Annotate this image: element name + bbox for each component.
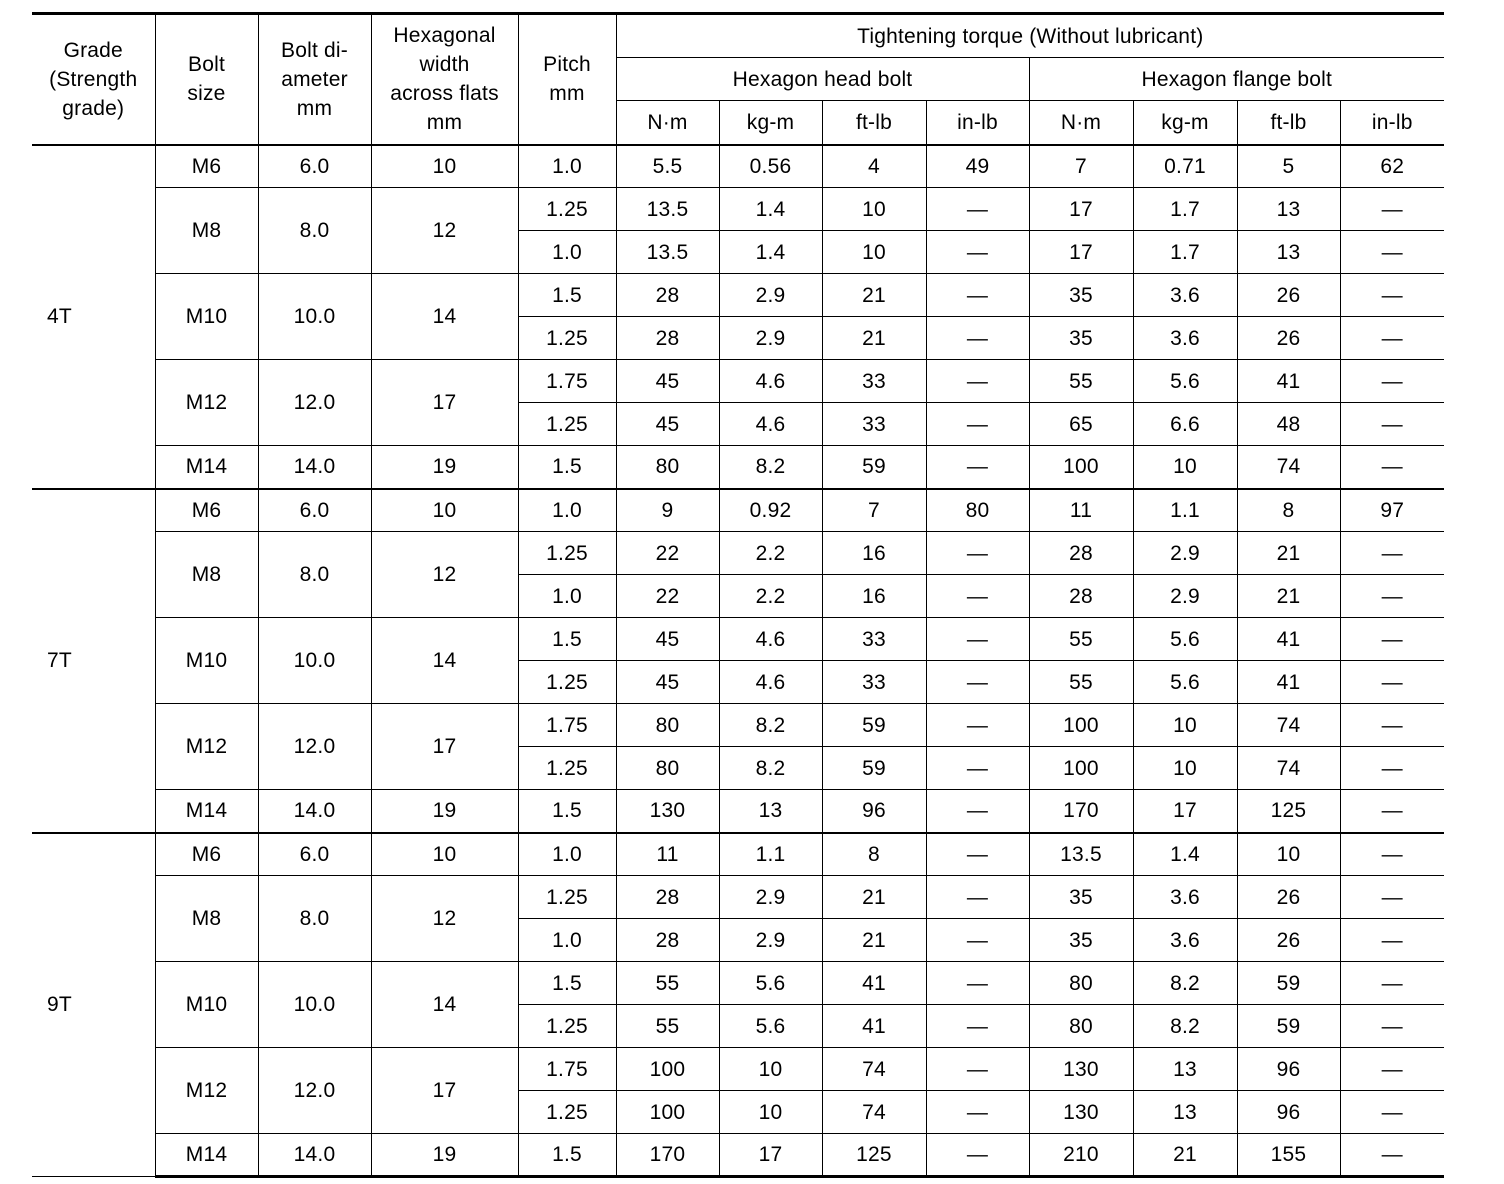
head-nm-cell: 9 xyxy=(616,489,719,532)
pitch-cell: 1.5 xyxy=(518,790,616,833)
head-inlb-cell: 80 xyxy=(926,489,1029,532)
head-kgm-cell: 1.4 xyxy=(719,231,822,274)
flange-nm-cell: 28 xyxy=(1029,575,1133,618)
head-kgm-cell: 4.6 xyxy=(719,360,822,403)
head-nm-cell: 80 xyxy=(616,704,719,747)
head-kgm-cell: 8.2 xyxy=(719,446,822,489)
table-row xyxy=(32,1134,1444,1177)
flange-inlb-cell: — xyxy=(1340,231,1444,274)
hex-width-cell: 17 xyxy=(371,1048,518,1134)
head-nm-cell: 130 xyxy=(616,790,719,833)
head-kgm-cell: 0.92 xyxy=(719,489,822,532)
head-nm-cell: 28 xyxy=(616,876,719,919)
head-nm-cell: 28 xyxy=(616,274,719,317)
head-inlb-cell: — xyxy=(926,231,1029,274)
grade-cell: 9T xyxy=(32,833,155,1177)
bolt-size-cell: M10 xyxy=(155,618,258,704)
head-kgm-cell: 4.6 xyxy=(719,618,822,661)
head-inlb-cell: — xyxy=(926,704,1029,747)
pitch-cell: 1.25 xyxy=(518,317,616,360)
head-kgm-cell: 10 xyxy=(719,1048,822,1091)
head-inlb-cell: — xyxy=(926,790,1029,833)
bolt-diameter-cell: 14.0 xyxy=(258,790,371,833)
flange-ftlb-cell: 155 xyxy=(1237,1134,1340,1177)
pitch-cell: 1.0 xyxy=(518,145,616,188)
torque-table xyxy=(32,12,1444,1178)
head-nm-cell: 80 xyxy=(616,747,719,790)
bolt-diameter-cell: 10.0 xyxy=(258,618,371,704)
table-row xyxy=(32,188,1444,231)
head-nm-cell: 170 xyxy=(616,1134,719,1177)
flange-inlb-cell: — xyxy=(1340,1134,1444,1177)
pitch-cell: 1.0 xyxy=(518,231,616,274)
hex-width-cell: 17 xyxy=(371,360,518,446)
head-nm-cell: 28 xyxy=(616,317,719,360)
bolt-diameter-cell: 8.0 xyxy=(258,188,371,274)
head-nm-cell: 5.5 xyxy=(616,145,719,188)
flange-nm-cell: 130 xyxy=(1029,1091,1133,1134)
header-tightening-torque: Tightening torque (Without lubricant) xyxy=(616,14,1444,58)
pitch-cell: 1.75 xyxy=(518,704,616,747)
head-ftlb-cell: 21 xyxy=(822,919,926,962)
head-kgm-cell: 2.9 xyxy=(719,317,822,360)
header-bolt-diameter: Bolt di- ameter mm xyxy=(258,14,371,145)
head-ftlb-cell: 59 xyxy=(822,747,926,790)
flange-kgm-cell: 10 xyxy=(1133,747,1237,790)
flange-ftlb-cell: 41 xyxy=(1237,360,1340,403)
head-nm-cell: 100 xyxy=(616,1091,719,1134)
pitch-cell: 1.25 xyxy=(518,661,616,704)
bolt-size-cell: M14 xyxy=(155,1134,258,1177)
hex-width-cell: 10 xyxy=(371,833,518,876)
table-row xyxy=(32,489,1444,532)
bolt-size-cell: M12 xyxy=(155,704,258,790)
head-inlb-cell: — xyxy=(926,188,1029,231)
flange-nm-cell: 210 xyxy=(1029,1134,1133,1177)
flange-nm-cell: 55 xyxy=(1029,360,1133,403)
flange-ftlb-cell: 74 xyxy=(1237,704,1340,747)
head-inlb-cell: — xyxy=(926,876,1029,919)
head-inlb-cell: — xyxy=(926,403,1029,446)
flange-inlb-cell: — xyxy=(1340,1005,1444,1048)
head-ftlb-cell: 4 xyxy=(822,145,926,188)
head-ftlb-cell: 7 xyxy=(822,489,926,532)
pitch-cell: 1.25 xyxy=(518,876,616,919)
table-row xyxy=(32,704,1444,747)
bolt-size-cell: M12 xyxy=(155,1048,258,1134)
head-kgm-cell: 4.6 xyxy=(719,403,822,446)
flange-inlb-cell: — xyxy=(1340,618,1444,661)
table-row xyxy=(32,145,1444,188)
flange-ftlb-cell: 26 xyxy=(1237,274,1340,317)
head-nm-cell: 22 xyxy=(616,575,719,618)
head-nm-cell: 28 xyxy=(616,919,719,962)
hex-width-cell: 17 xyxy=(371,704,518,790)
head-ftlb-cell: 125 xyxy=(822,1134,926,1177)
hex-width-cell: 14 xyxy=(371,274,518,360)
head-inlb-cell: 49 xyxy=(926,145,1029,188)
flange-ftlb-cell: 26 xyxy=(1237,919,1340,962)
pitch-cell: 1.0 xyxy=(518,919,616,962)
flange-inlb-cell: — xyxy=(1340,704,1444,747)
head-ftlb-cell: 10 xyxy=(822,231,926,274)
head-kgm-cell: 5.6 xyxy=(719,962,822,1005)
flange-inlb-cell: — xyxy=(1340,575,1444,618)
flange-inlb-cell: — xyxy=(1340,747,1444,790)
head-ftlb-cell: 41 xyxy=(822,962,926,1005)
flange-kgm-cell: 3.6 xyxy=(1133,919,1237,962)
flange-kgm-cell: 5.6 xyxy=(1133,661,1237,704)
flange-ftlb-cell: 13 xyxy=(1237,231,1340,274)
unit-nm: N·m xyxy=(1029,101,1133,145)
head-ftlb-cell: 16 xyxy=(822,532,926,575)
flange-kgm-cell: 3.6 xyxy=(1133,274,1237,317)
head-kgm-cell: 1.1 xyxy=(719,833,822,876)
flange-ftlb-cell: 21 xyxy=(1237,532,1340,575)
flange-nm-cell: 170 xyxy=(1029,790,1133,833)
hex-width-cell: 10 xyxy=(371,145,518,188)
flange-inlb-cell: — xyxy=(1340,188,1444,231)
head-kgm-cell: 4.6 xyxy=(719,661,822,704)
flange-nm-cell: 28 xyxy=(1029,532,1133,575)
head-nm-cell: 13.5 xyxy=(616,231,719,274)
head-kgm-cell: 13 xyxy=(719,790,822,833)
bolt-size-cell: M6 xyxy=(155,145,258,188)
head-ftlb-cell: 21 xyxy=(822,876,926,919)
flange-ftlb-cell: 74 xyxy=(1237,446,1340,489)
table-body xyxy=(32,145,1444,1177)
table-row xyxy=(32,274,1444,317)
flange-kgm-cell: 8.2 xyxy=(1133,962,1237,1005)
flange-nm-cell: 35 xyxy=(1029,274,1133,317)
head-nm-cell: 45 xyxy=(616,661,719,704)
head-inlb-cell: — xyxy=(926,618,1029,661)
head-ftlb-cell: 59 xyxy=(822,704,926,747)
pitch-cell: 1.75 xyxy=(518,360,616,403)
head-ftlb-cell: 16 xyxy=(822,575,926,618)
pitch-cell: 1.25 xyxy=(518,188,616,231)
flange-nm-cell: 35 xyxy=(1029,919,1133,962)
head-inlb-cell: — xyxy=(926,661,1029,704)
header-hex-flange-bolt: Hexagon flange bolt xyxy=(1029,58,1444,101)
bolt-diameter-cell: 6.0 xyxy=(258,145,371,188)
head-ftlb-cell: 33 xyxy=(822,618,926,661)
flange-kgm-cell: 1.1 xyxy=(1133,489,1237,532)
head-kgm-cell: 2.2 xyxy=(719,575,822,618)
flange-kgm-cell: 5.6 xyxy=(1133,618,1237,661)
flange-nm-cell: 17 xyxy=(1029,188,1133,231)
flange-kgm-cell: 5.6 xyxy=(1133,360,1237,403)
flange-kgm-cell: 3.6 xyxy=(1133,876,1237,919)
head-inlb-cell: — xyxy=(926,317,1029,360)
head-ftlb-cell: 8 xyxy=(822,833,926,876)
flange-inlb-cell: — xyxy=(1340,1048,1444,1091)
flange-nm-cell: 100 xyxy=(1029,704,1133,747)
pitch-cell: 1.25 xyxy=(518,1005,616,1048)
header-pitch: Pitch mm xyxy=(518,14,616,145)
head-ftlb-cell: 41 xyxy=(822,1005,926,1048)
flange-kgm-cell: 10 xyxy=(1133,704,1237,747)
flange-kgm-cell: 8.2 xyxy=(1133,1005,1237,1048)
flange-inlb-cell: — xyxy=(1340,1091,1444,1134)
table-row xyxy=(32,790,1444,833)
flange-ftlb-cell: 26 xyxy=(1237,876,1340,919)
bolt-size-cell: M6 xyxy=(155,489,258,532)
bolt-diameter-cell: 8.0 xyxy=(258,532,371,618)
pitch-cell: 1.75 xyxy=(518,1048,616,1091)
flange-kgm-cell: 13 xyxy=(1133,1048,1237,1091)
flange-inlb-cell: — xyxy=(1340,360,1444,403)
head-nm-cell: 80 xyxy=(616,446,719,489)
head-kgm-cell: 8.2 xyxy=(719,747,822,790)
flange-kgm-cell: 13 xyxy=(1133,1091,1237,1134)
flange-nm-cell: 80 xyxy=(1029,962,1133,1005)
bolt-diameter-cell: 8.0 xyxy=(258,876,371,962)
bolt-diameter-cell: 12.0 xyxy=(258,360,371,446)
flange-ftlb-cell: 48 xyxy=(1237,403,1340,446)
flange-inlb-cell: — xyxy=(1340,919,1444,962)
flange-kgm-cell: 17 xyxy=(1133,790,1237,833)
unit-ftlb: ft-lb xyxy=(822,101,926,145)
head-kgm-cell: 10 xyxy=(719,1091,822,1134)
unit-inlb: in-lb xyxy=(1340,101,1444,145)
head-ftlb-cell: 96 xyxy=(822,790,926,833)
bolt-size-cell: M10 xyxy=(155,274,258,360)
bolt-diameter-cell: 6.0 xyxy=(258,489,371,532)
head-nm-cell: 22 xyxy=(616,532,719,575)
table-header xyxy=(32,14,1444,145)
flange-nm-cell: 17 xyxy=(1029,231,1133,274)
flange-ftlb-cell: 41 xyxy=(1237,661,1340,704)
pitch-cell: 1.5 xyxy=(518,962,616,1005)
head-inlb-cell: — xyxy=(926,532,1029,575)
head-nm-cell: 45 xyxy=(616,618,719,661)
head-inlb-cell: — xyxy=(926,833,1029,876)
flange-inlb-cell: — xyxy=(1340,446,1444,489)
hex-width-cell: 12 xyxy=(371,188,518,274)
flange-kgm-cell: 2.9 xyxy=(1133,575,1237,618)
flange-nm-cell: 11 xyxy=(1029,489,1133,532)
flange-ftlb-cell: 8 xyxy=(1237,489,1340,532)
head-nm-cell: 11 xyxy=(616,833,719,876)
head-nm-cell: 55 xyxy=(616,962,719,1005)
pitch-cell: 1.5 xyxy=(518,1134,616,1177)
flange-ftlb-cell: 74 xyxy=(1237,747,1340,790)
head-ftlb-cell: 74 xyxy=(822,1091,926,1134)
unit-kgm: kg-m xyxy=(719,101,822,145)
flange-kgm-cell: 1.7 xyxy=(1133,188,1237,231)
flange-ftlb-cell: 96 xyxy=(1237,1091,1340,1134)
unit-inlb: in-lb xyxy=(926,101,1029,145)
table-row xyxy=(32,618,1444,661)
flange-nm-cell: 100 xyxy=(1029,747,1133,790)
hex-width-cell: 19 xyxy=(371,1134,518,1177)
head-inlb-cell: — xyxy=(926,1048,1029,1091)
head-ftlb-cell: 33 xyxy=(822,661,926,704)
head-kgm-cell: 5.6 xyxy=(719,1005,822,1048)
head-ftlb-cell: 59 xyxy=(822,446,926,489)
flange-kgm-cell: 2.9 xyxy=(1133,532,1237,575)
flange-inlb-cell: — xyxy=(1340,317,1444,360)
head-inlb-cell: — xyxy=(926,1005,1029,1048)
bolt-size-cell: M10 xyxy=(155,962,258,1048)
flange-inlb-cell: — xyxy=(1340,962,1444,1005)
flange-nm-cell: 35 xyxy=(1029,876,1133,919)
head-inlb-cell: — xyxy=(926,446,1029,489)
flange-kgm-cell: 21 xyxy=(1133,1134,1237,1177)
header-hex-width: Hexagonal width across flats mm xyxy=(371,14,518,145)
pitch-cell: 1.0 xyxy=(518,489,616,532)
head-inlb-cell: — xyxy=(926,962,1029,1005)
head-nm-cell: 45 xyxy=(616,360,719,403)
flange-kgm-cell: 0.71 xyxy=(1133,145,1237,188)
bolt-size-cell: M12 xyxy=(155,360,258,446)
head-ftlb-cell: 10 xyxy=(822,188,926,231)
head-inlb-cell: — xyxy=(926,919,1029,962)
flange-nm-cell: 7 xyxy=(1029,145,1133,188)
flange-inlb-cell: — xyxy=(1340,403,1444,446)
head-ftlb-cell: 21 xyxy=(822,317,926,360)
head-kgm-cell: 2.9 xyxy=(719,876,822,919)
unit-kgm: kg-m xyxy=(1133,101,1237,145)
table-row xyxy=(32,1048,1444,1091)
head-ftlb-cell: 33 xyxy=(822,403,926,446)
flange-ftlb-cell: 59 xyxy=(1237,962,1340,1005)
bolt-size-cell: M8 xyxy=(155,188,258,274)
pitch-cell: 1.5 xyxy=(518,618,616,661)
flange-inlb-cell: — xyxy=(1340,661,1444,704)
flange-nm-cell: 100 xyxy=(1029,446,1133,489)
bolt-diameter-cell: 14.0 xyxy=(258,1134,371,1177)
pitch-cell: 1.25 xyxy=(518,403,616,446)
head-inlb-cell: — xyxy=(926,747,1029,790)
table-row xyxy=(32,962,1444,1005)
unit-nm: N·m xyxy=(616,101,719,145)
pitch-cell: 1.25 xyxy=(518,532,616,575)
grade-cell: 7T xyxy=(32,489,155,833)
head-kgm-cell: 0.56 xyxy=(719,145,822,188)
flange-kgm-cell: 1.7 xyxy=(1133,231,1237,274)
head-ftlb-cell: 33 xyxy=(822,360,926,403)
hex-width-cell: 14 xyxy=(371,618,518,704)
flange-kgm-cell: 3.6 xyxy=(1133,317,1237,360)
table-row xyxy=(32,360,1444,403)
flange-ftlb-cell: 125 xyxy=(1237,790,1340,833)
flange-nm-cell: 13.5 xyxy=(1029,833,1133,876)
flange-nm-cell: 80 xyxy=(1029,1005,1133,1048)
bolt-diameter-cell: 12.0 xyxy=(258,704,371,790)
head-inlb-cell: — xyxy=(926,1091,1029,1134)
head-kgm-cell: 2.2 xyxy=(719,532,822,575)
flange-inlb-cell: — xyxy=(1340,790,1444,833)
bolt-size-cell: M6 xyxy=(155,833,258,876)
flange-ftlb-cell: 10 xyxy=(1237,833,1340,876)
head-nm-cell: 13.5 xyxy=(616,188,719,231)
hex-width-cell: 19 xyxy=(371,790,518,833)
bolt-diameter-cell: 14.0 xyxy=(258,446,371,489)
hex-width-cell: 14 xyxy=(371,962,518,1048)
head-kgm-cell: 1.4 xyxy=(719,188,822,231)
unit-ftlb: ft-lb xyxy=(1237,101,1340,145)
flange-ftlb-cell: 13 xyxy=(1237,188,1340,231)
head-inlb-cell: — xyxy=(926,1134,1029,1177)
hex-width-cell: 12 xyxy=(371,532,518,618)
bolt-size-cell: M14 xyxy=(155,446,258,489)
pitch-cell: 1.0 xyxy=(518,833,616,876)
table-row xyxy=(32,446,1444,489)
flange-inlb-cell: 97 xyxy=(1340,489,1444,532)
flange-ftlb-cell: 41 xyxy=(1237,618,1340,661)
head-kgm-cell: 2.9 xyxy=(719,274,822,317)
bolt-diameter-cell: 10.0 xyxy=(258,962,371,1048)
flange-nm-cell: 55 xyxy=(1029,618,1133,661)
table-row xyxy=(32,876,1444,919)
head-kgm-cell: 8.2 xyxy=(719,704,822,747)
flange-nm-cell: 130 xyxy=(1029,1048,1133,1091)
table-row xyxy=(32,532,1444,575)
bolt-diameter-cell: 6.0 xyxy=(258,833,371,876)
pitch-cell: 1.0 xyxy=(518,575,616,618)
flange-inlb-cell: 62 xyxy=(1340,145,1444,188)
hex-width-cell: 19 xyxy=(371,446,518,489)
head-nm-cell: 45 xyxy=(616,403,719,446)
flange-inlb-cell: — xyxy=(1340,833,1444,876)
flange-kgm-cell: 1.4 xyxy=(1133,833,1237,876)
flange-inlb-cell: — xyxy=(1340,532,1444,575)
flange-kgm-cell: 6.6 xyxy=(1133,403,1237,446)
header-grade: Grade (Strength grade) xyxy=(32,14,155,145)
flange-inlb-cell: — xyxy=(1340,274,1444,317)
header-bolt-size: Bolt size xyxy=(155,14,258,145)
bolt-size-cell: M8 xyxy=(155,532,258,618)
head-nm-cell: 100 xyxy=(616,1048,719,1091)
bolt-size-cell: M14 xyxy=(155,790,258,833)
flange-ftlb-cell: 59 xyxy=(1237,1005,1340,1048)
head-ftlb-cell: 21 xyxy=(822,274,926,317)
flange-ftlb-cell: 21 xyxy=(1237,575,1340,618)
bolt-diameter-cell: 10.0 xyxy=(258,274,371,360)
head-kgm-cell: 17 xyxy=(719,1134,822,1177)
head-ftlb-cell: 74 xyxy=(822,1048,926,1091)
hex-width-cell: 12 xyxy=(371,876,518,962)
flange-inlb-cell: — xyxy=(1340,876,1444,919)
header-hex-head-bolt: Hexagon head bolt xyxy=(616,58,1029,101)
head-inlb-cell: — xyxy=(926,274,1029,317)
table-row xyxy=(32,833,1444,876)
head-kgm-cell: 2.9 xyxy=(719,919,822,962)
flange-ftlb-cell: 96 xyxy=(1237,1048,1340,1091)
pitch-cell: 1.5 xyxy=(518,446,616,489)
flange-nm-cell: 55 xyxy=(1029,661,1133,704)
flange-ftlb-cell: 26 xyxy=(1237,317,1340,360)
bolt-size-cell: M8 xyxy=(155,876,258,962)
bolt-diameter-cell: 12.0 xyxy=(258,1048,371,1134)
head-inlb-cell: — xyxy=(926,360,1029,403)
head-nm-cell: 55 xyxy=(616,1005,719,1048)
flange-kgm-cell: 10 xyxy=(1133,446,1237,489)
head-inlb-cell: — xyxy=(926,575,1029,618)
pitch-cell: 1.5 xyxy=(518,274,616,317)
pitch-cell: 1.25 xyxy=(518,1091,616,1134)
flange-nm-cell: 35 xyxy=(1029,317,1133,360)
flange-nm-cell: 65 xyxy=(1029,403,1133,446)
pitch-cell: 1.25 xyxy=(518,747,616,790)
flange-ftlb-cell: 5 xyxy=(1237,145,1340,188)
hex-width-cell: 10 xyxy=(371,489,518,532)
grade-cell: 4T xyxy=(32,145,155,489)
